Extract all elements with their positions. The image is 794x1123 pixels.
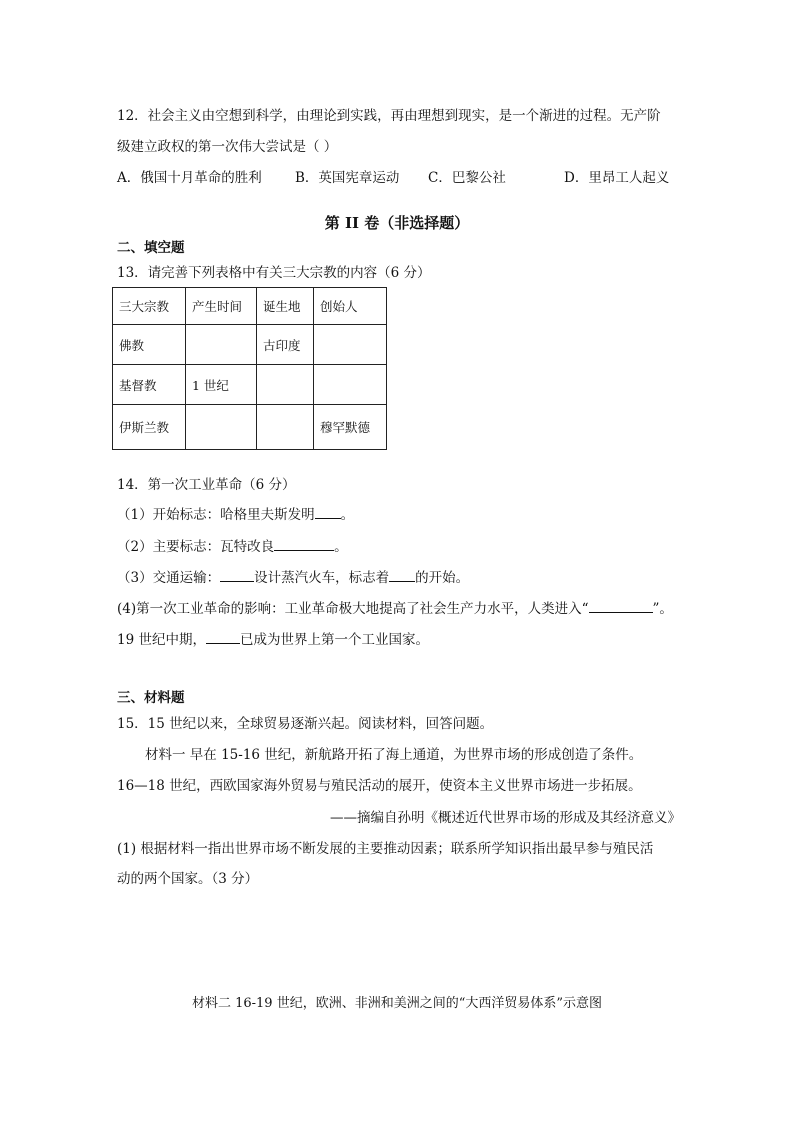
table-cell: [257, 405, 314, 450]
table-row: [113, 365, 387, 405]
table-header-cell: 创始人: [314, 288, 387, 325]
q14-title: 14．第一次工业革命（6 分）: [117, 477, 296, 493]
table-cell: [186, 405, 257, 450]
table-header-row: [113, 288, 387, 325]
q15-prompt: 15．15 世纪以来，全球贸易逐渐兴起。阅读材料，回答问题。: [117, 716, 494, 732]
q14-sub3: [117, 566, 469, 586]
q14-sub1-end: 。: [340, 507, 355, 523]
material1-source: ——摘编自孙明《概述近代世界市场的形成及其经济意义》: [330, 810, 681, 826]
q14-sub4-end: ”。: [652, 601, 673, 617]
q12-option-c: C．巴黎公社: [428, 170, 506, 186]
answer-blank[interactable]: [220, 569, 254, 582]
table-cell: [186, 325, 257, 365]
q14-sub3-text: （3）交通运输：: [117, 570, 221, 586]
q12-option-d: D．里昂工人起义: [564, 170, 670, 186]
q14-sub2: [117, 535, 348, 555]
q12-text-line1: 12．社会主义由空想到科学，由理论到实践，再由理想到现实，是一个渐进的过程。无产阶: [117, 108, 661, 124]
table-cell: 穆罕默德: [314, 405, 387, 450]
q14-sub3-end: 的开始。: [415, 570, 470, 586]
table-header-cell: 诞生地: [257, 288, 314, 325]
material1-line1: 材料一 早在 15-16 世纪，新航路开拓了海上通道，为世界市场的形成创造了条件。: [145, 747, 643, 763]
table-cell: 古印度: [257, 325, 314, 365]
q12-text-line2: 级建立政权的第一次伟大尝试是（ ）: [117, 139, 338, 155]
part2-heading: 二、填空题: [117, 240, 185, 256]
religion-table: [112, 287, 387, 450]
table-header-cell: 产生时间: [186, 288, 257, 325]
table-cell: 基督教: [113, 365, 186, 405]
table-cell: [314, 365, 387, 405]
q14-sub3-mid: 设计蒸汽火车，标志着: [254, 570, 390, 586]
table-row: [113, 325, 387, 365]
table-cell: [257, 365, 314, 405]
q12-option-a: A．俄国十月革命的胜利: [117, 170, 262, 186]
q14-sub2-end: 。: [334, 539, 348, 555]
q13-prompt: 13．请完善下列表格中有关三大宗教的内容（6 分）: [117, 265, 431, 281]
q14-sub4-text: (4)第一次工业革命的影响：工业革命极大地提高了社会生产力水平，人类进入“: [117, 601, 589, 617]
answer-blank[interactable]: [315, 506, 341, 519]
q14-sub5: [117, 628, 429, 648]
section-title: 第 II 卷（非选择题）: [324, 214, 470, 232]
q14-sub5-text: 19 世纪中期，: [117, 632, 206, 648]
part3-heading: 三、材料题: [117, 690, 185, 706]
q14-sub4: [117, 597, 673, 617]
q14-sub2-text: （2）主要标志：瓦特改良: [117, 539, 275, 555]
material2-caption: 材料二 16-19 世纪，欧洲、非洲和美洲之间的“大西洋贸易体系”示意图: [191, 996, 603, 1011]
q14-sub1: [117, 503, 354, 523]
table-cell: [314, 325, 387, 365]
answer-blank[interactable]: [206, 631, 240, 644]
material1-line2: 16—18 世纪，西欧国家海外贸易与殖民活动的展开，使资本主义世界市场进一步拓展。: [117, 778, 642, 794]
q12-option-b: B．英国宪章运动: [295, 170, 400, 186]
table-cell: 佛教: [113, 325, 186, 365]
answer-blank[interactable]: [589, 600, 653, 613]
table-header-cell: 三大宗教: [113, 288, 186, 325]
answer-blank[interactable]: [274, 538, 334, 551]
table-cell: 1 世纪: [186, 365, 257, 405]
answer-blank[interactable]: [389, 569, 415, 582]
q15-sub1-line2: 动的两个国家。（3 分）: [117, 871, 259, 887]
q14-sub1-text: （1）开始标志：哈格里夫斯发明: [117, 507, 315, 523]
q14-sub5-end: 已成为世界上第一个工业国家。: [239, 632, 429, 648]
table-row: [113, 405, 387, 450]
q15-sub1-line1: (1) 根据材料一指出世界市场不断发展的主要推动因素；联系所学知识指出最早参与殖民活: [117, 841, 654, 857]
table-cell: 伊斯兰教: [113, 405, 186, 450]
q12-options: [117, 166, 677, 186]
